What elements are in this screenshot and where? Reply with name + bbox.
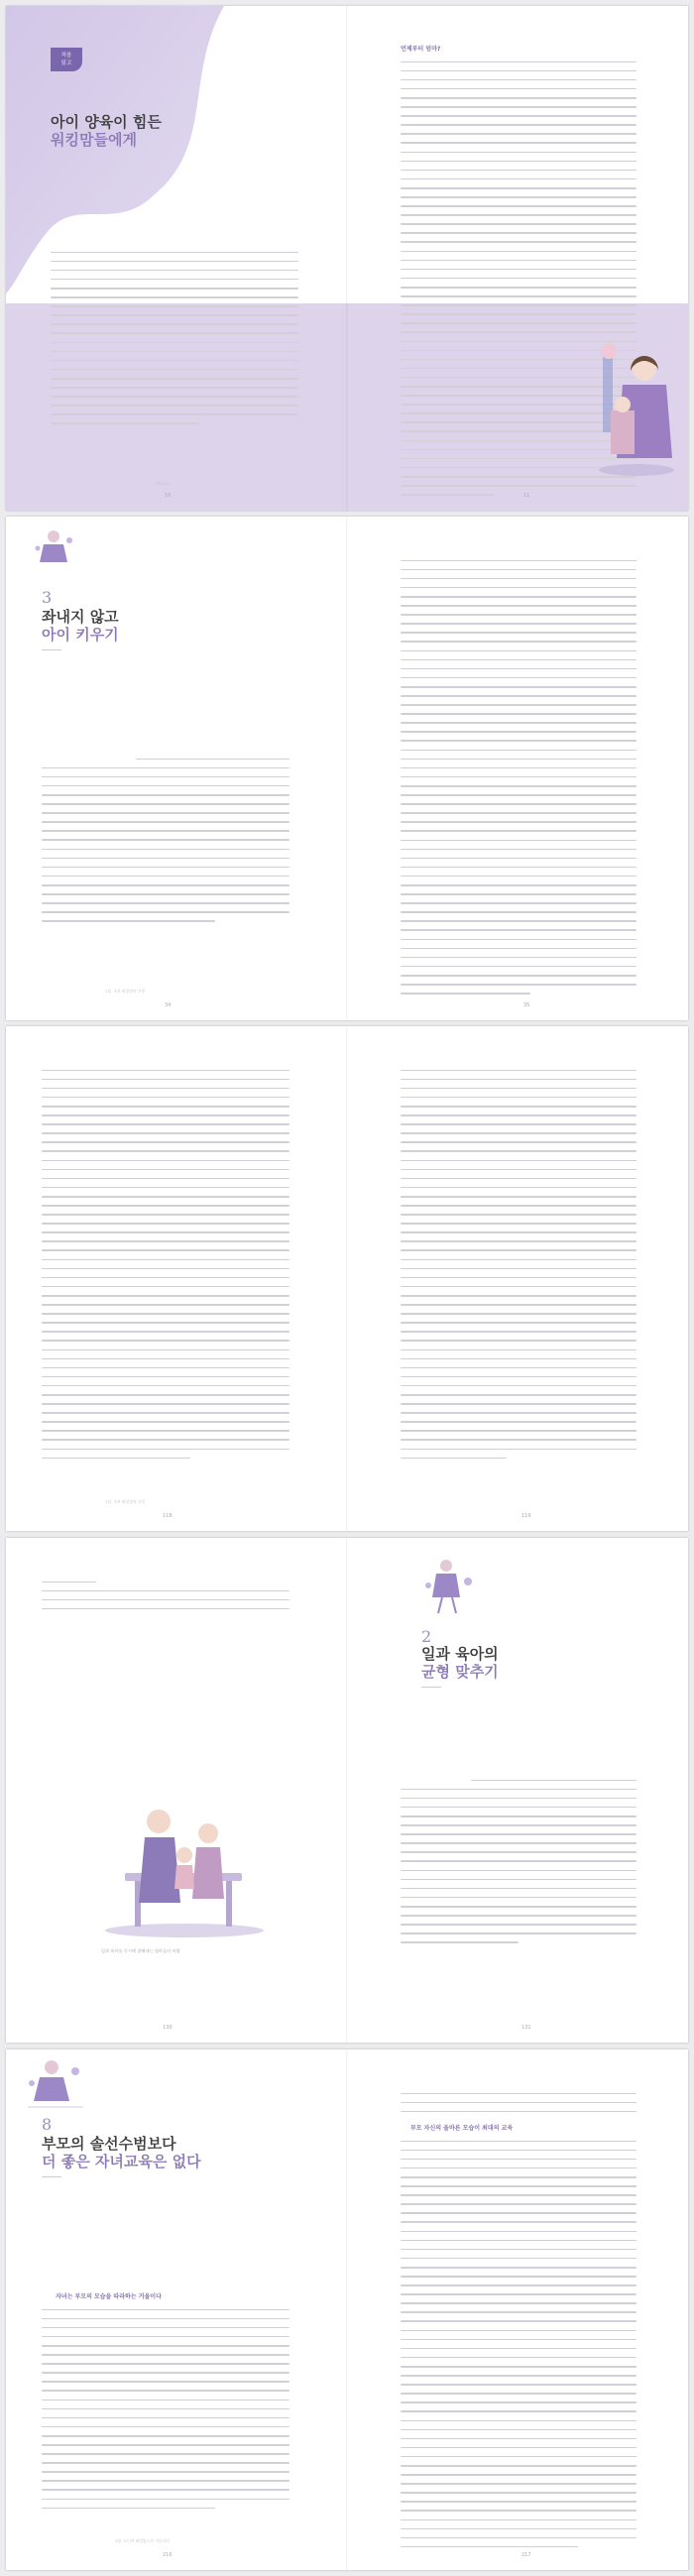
page-number-right: 35: [523, 1002, 530, 1008]
chapter-number: 8: [42, 2115, 53, 2134]
section-subhead-left: 자녀는 부모의 모습을 따라하는 거울이다: [56, 2293, 162, 2300]
page-number-left: 118: [163, 1513, 173, 1519]
page-number-left: 10: [165, 493, 172, 499]
chapter-badge: 처음 읽고: [51, 48, 82, 71]
spread-4: [6, 1538, 688, 2043]
page-left: [6, 1026, 347, 1531]
page-number-left: 34: [165, 1002, 172, 1008]
family-illustration: [85, 1792, 284, 1940]
chapter-title: [42, 2135, 201, 2170]
chapter-title-line-2: 아이 키우기: [42, 626, 119, 644]
page-number-left: 130: [163, 2025, 173, 2031]
section-subhead-right: 부모 자신의 올바른 모습이 최대의 교육: [410, 2125, 514, 2132]
chapter-rule: [42, 649, 61, 650]
body-text: [42, 1066, 289, 1463]
running-head-left: 1장. 초보 워킹맘의 고민: [105, 1499, 146, 1504]
chapter-title: [42, 608, 119, 644]
spread-3: [6, 1026, 688, 1531]
mother-child-illustration: [589, 341, 678, 480]
chapter-title-line-2: 균형 맞추기: [421, 1663, 499, 1681]
chapter-title-line-1: 일과 육아의: [421, 1645, 499, 1663]
figure-doodle-icon: [32, 527, 77, 566]
body-text-right: [401, 1066, 636, 1463]
running-head-left: 3장. 드디어 워킹맘으로 거듭나다: [115, 2538, 170, 2543]
chapter-rule: [42, 2176, 61, 2177]
page-number-right: 11: [523, 493, 530, 499]
chapter-title-line-1: 부모의 솔선수범보다: [42, 2135, 176, 2153]
page-number-right: 119: [521, 1513, 531, 1519]
chapter-rule: [421, 1687, 441, 1688]
page-right: [347, 517, 688, 1020]
page-number-right: 217: [521, 2552, 531, 2558]
chapter-title: [51, 113, 162, 149]
page-number-right: 131: [521, 2025, 531, 2031]
chapter-title-line-1: 아이 양육이 힘든: [51, 113, 162, 131]
body-text: [42, 1578, 289, 1613]
figure-caption: 일과 육아를 동시에 잘해내는 엄마들의 비법: [101, 1948, 180, 1953]
running-head-left: 1장. 초보 워킹맘의 고민: [105, 989, 146, 994]
body-text-right: [401, 556, 636, 998]
spread-5: [6, 2049, 688, 2570]
body-text: [42, 755, 289, 926]
chapter-title-line-2: 워킹맘들에게: [51, 131, 137, 149]
body-text: [42, 2305, 289, 2513]
chapter-title-line-1: 좌내지 않고: [42, 608, 119, 626]
figure-doodle-icon: [26, 2055, 85, 2111]
figure-doodle-icon: [422, 1556, 482, 1617]
body-text: [51, 248, 298, 428]
page-left: [6, 1538, 347, 2043]
page-right: [347, 1538, 688, 2043]
page-right: [347, 1026, 688, 1531]
body-text-right-intro: [401, 2089, 636, 2116]
section-subhead: 언제부터 엄마?: [401, 46, 441, 53]
page-number-left: 216: [163, 2552, 173, 2558]
page-right: [347, 2049, 688, 2570]
body-text-right: [401, 1776, 636, 1947]
spread-1: [6, 6, 688, 511]
chapter-number: 2: [421, 1627, 432, 1646]
chapter-number: 3: [42, 588, 53, 607]
body-text-right: [401, 2137, 636, 2551]
spread-2: [6, 517, 688, 1020]
page-right: [347, 6, 688, 511]
running-head-left: 프롤로그: [155, 481, 170, 486]
chapter-title-line-2: 더 좋은 자녀교육은 없다: [42, 2153, 201, 2170]
page-left: [6, 2049, 347, 2570]
page-left: [6, 6, 347, 511]
chapter-title: [421, 1645, 499, 1681]
page-left: [6, 517, 347, 1020]
